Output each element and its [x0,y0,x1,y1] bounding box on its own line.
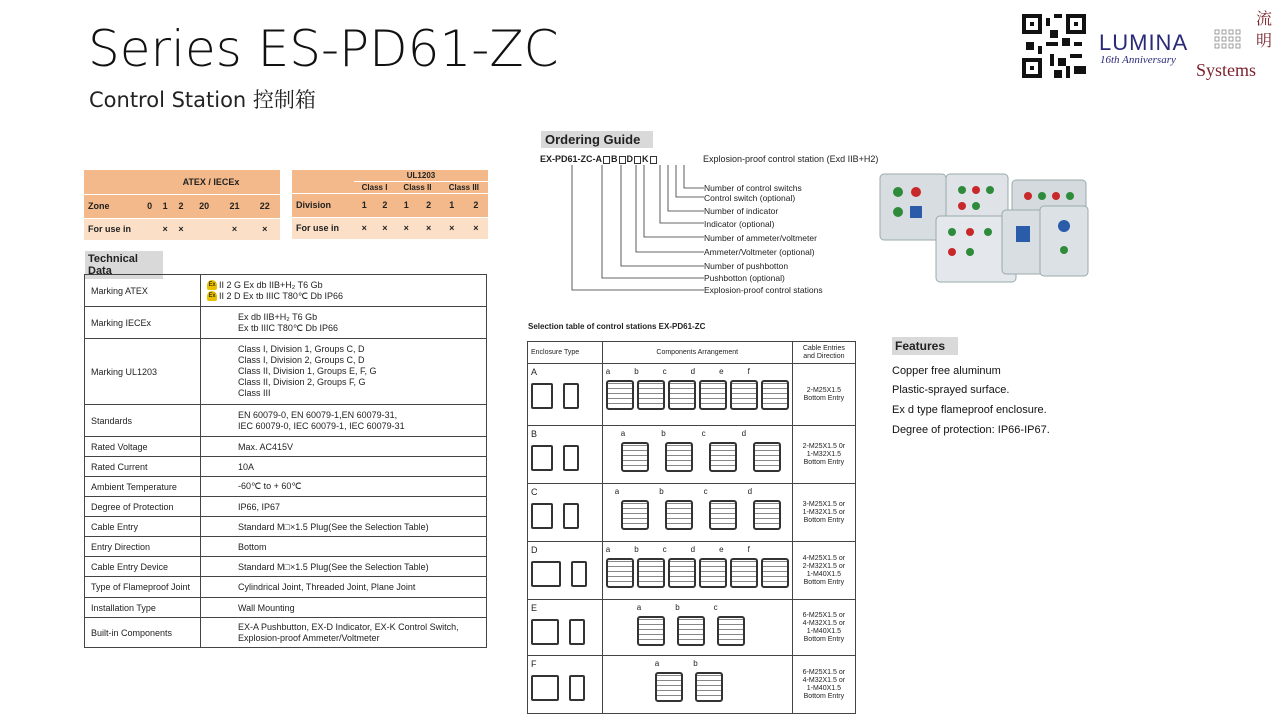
qr-code-icon [1022,14,1086,78]
tech-value-line: Class I, Division 1, Groups C, D [238,344,365,354]
enclosure-front-icon [531,619,559,645]
enclosure-type: B [531,429,538,439]
arrangement-icon [655,672,683,702]
tech-value: Standard M□×1.5 Plug(See the Selection Table) [201,557,487,577]
cable-line: 4-M32X1.5 or [802,676,846,684]
features-heading: Features [892,337,958,355]
arrangement-icon [730,380,758,410]
arrangement-letter: a [605,367,611,376]
tech-key: Standards [85,405,201,437]
table-row [85,437,487,457]
use-mark [189,218,219,240]
table-row [85,477,487,497]
tech-key: Type of Flameproof Joint [85,577,201,598]
enclosure-side-icon [563,503,579,529]
order-legend-item: Number of pushbotton [704,261,789,271]
arrangement-icon [668,558,696,588]
table-row [85,618,487,648]
tech-key: Marking UL1203 [85,339,201,405]
enclosure-side-icon [569,675,585,701]
cable-line: 1-M32X1.5 or [802,508,846,516]
arrangement-letter: b [634,545,639,554]
feature-item: Plastic-sprayed surface. [892,384,1010,396]
division-value: 1 [354,193,375,217]
zone-value: 20 [189,194,219,218]
tech-value: Wall Mounting [201,598,487,618]
arrangement-icon [665,442,693,472]
table-row [85,537,487,557]
tech-value-line: IEC 60079-0, IEC 60079-1, IEC 60079-31 [238,420,405,431]
enclosure-front-icon [531,503,553,529]
ul-class: Class III [440,181,488,193]
enclosure-front-icon [531,675,559,701]
cable-line: 6-M25X1.5 or [802,668,846,676]
cable-line: 1-M40X1.5 [806,570,841,578]
code-letter: D [626,154,634,164]
zone-value: 2 [173,194,189,218]
logo-dots-icon [1213,28,1249,56]
order-legend-item: Number of ammeter/voltmeter [704,233,817,243]
ul-title: UL1203 [354,170,488,181]
order-code-description: Explosion-proof control station (Exd IIB+H2) [703,154,879,164]
feature-item: Copper free aluminum [892,365,1001,377]
arrangement-letter: c [701,429,706,438]
arrangement-letter: b [659,487,664,496]
arrangement-letter: d [690,545,696,554]
table-row [528,656,856,714]
brand-anniversary: 16th Anniversary [1100,54,1176,66]
arrangement-letter: c [703,487,708,496]
arrangement-icon [761,380,789,410]
enclosure-front-icon [531,561,561,587]
header-cable: Cable Entries and Direction [792,342,855,364]
feature-item: Ex d type flameproof enclosure. [892,404,1047,416]
order-legend-item: Indicator (optional) [704,219,775,229]
code-letter: K [642,154,649,164]
enclosure-type: A [531,367,538,377]
arrangement-icon [753,442,781,472]
arrangement-icon [637,616,665,646]
table-header-row [528,342,856,364]
ex-mark-icon: Ex [208,293,216,300]
cable-line: 2-M25X1.5 0r [802,442,846,450]
arrangement-icon [753,500,781,530]
tech-key: Installation Type [85,598,201,618]
arrangement-icon [637,558,665,588]
table-row [85,339,487,405]
tech-value: Standard M□×1.5 Plug(See the Selection Table) [201,517,487,537]
enclosure-type: E [531,603,538,613]
arrangement-letter: c [662,367,667,376]
tech-key: Ambient Temperature [85,477,201,497]
table-row [85,457,487,477]
arrangement-letter: a [605,545,611,554]
tech-key: Marking ATEX [85,275,201,307]
tech-key: Cable Entry [85,517,201,537]
arrangement-icon [668,380,696,410]
tech-value-line: II 2 D Ex tb IIIC T80℃ Db IP66 [219,290,343,301]
table-row [528,364,856,426]
technical-data-heading: Technical Data [85,251,163,279]
tech-value-line: Class I, Division 2, Groups C, D [238,355,365,365]
tech-value-line: Class II, Division 2, Groups F, G [238,377,366,387]
arrangement-letter: e [719,367,724,376]
use-mark: × [173,218,189,240]
cable-line: Bottom Entry [803,516,845,524]
division-label: Division [292,193,354,217]
table-row [85,598,487,618]
arrangement-icon [699,558,727,588]
use-mark: × [417,217,439,239]
feature-item: Degree of protection: IP66-IP67. [892,424,1050,436]
division-value: 2 [417,193,439,217]
order-code-prefix: EX-PD61-ZC-A [540,154,603,164]
division-value: 1 [440,193,464,217]
tech-value-line: EN 60079-0, EN 60079-1,EN 60079-31, [238,409,398,420]
table-row [85,307,487,339]
arrangement-letter: d [747,487,753,496]
use-mark: × [464,217,488,239]
enclosure-front-icon [531,445,553,471]
use-mark: × [375,217,396,239]
arrangement-icon [621,500,649,530]
arrangement-letter: e [719,545,724,554]
ordering-connector-lines [560,162,710,300]
enclosure-type: C [531,487,538,497]
zone-value: 0 [142,194,157,218]
arrangement-icon [606,558,634,588]
tech-value-line: Ex db IIB+H₂ T6 Gb [238,311,318,322]
arrangement-icon [695,672,723,702]
tech-value-line: Class III [238,388,271,398]
for-use-label: For use in [292,217,354,239]
atex-title: ATEX / IECEx [142,170,280,194]
arrangement-letter: d [690,367,696,376]
arrangement-icon [665,500,693,530]
brand-chinese: 流明 [1256,9,1273,50]
atex-zone-table [84,170,280,241]
arrangement-letter: f [747,545,750,554]
tech-key: Built-in Components [85,618,201,648]
use-mark: × [157,218,173,240]
arrangement-icon [730,558,758,588]
table-row [85,405,487,437]
zone-value: 22 [250,194,280,218]
cable-line: 2-M32X1.5 or [802,562,846,570]
cable-line: Bottom Entry [803,635,845,643]
arrangement-icon [621,442,649,472]
tech-value-line: Class II, Division 1, Groups E, F, G [238,366,377,376]
use-mark: × [354,217,375,239]
use-mark: × [250,218,280,240]
tech-key: Degree of Protection [85,497,201,517]
zone-label: Zone [84,194,142,218]
division-value: 2 [375,193,396,217]
ul-class: Class I [354,181,395,193]
tech-value: Bottom [201,537,487,557]
enclosure-side-icon [569,619,585,645]
arrangement-letter: c [662,545,667,554]
for-use-label: For use in [84,218,142,240]
tech-key: Marking IECEx [85,307,201,339]
enclosure-side-icon [563,445,579,471]
cable-line: 4-M25X1.5 or [802,554,846,562]
ul-class-table [292,170,488,240]
code-letter: B [611,154,618,164]
cable-line: 6-M25X1.5 or [802,611,846,619]
page-title: Series ES-PD61-ZC [88,20,559,78]
selection-table [527,341,856,714]
brand-systems: Systems [1196,60,1257,80]
arrangement-letter: c [713,603,718,612]
cable-line: Bottom Entry [803,458,845,466]
arrangement-letter: a [620,429,626,438]
arrangement-letter: b [661,429,666,438]
table-row [85,275,487,307]
arrangement-letter: b [634,367,639,376]
arrangement-icon [677,616,705,646]
ul-class: Class II [395,181,440,193]
division-value: 1 [395,193,417,217]
cable-line: Bottom Entry [803,692,845,700]
arrangement-letter: b [693,659,698,668]
page-subtitle: Control Station 控制箱 [89,88,316,112]
table-row [528,484,856,542]
cable-line: Bottom Entry [803,394,845,402]
ex-mark-icon: Ex [208,282,216,289]
arrangement-icon [606,380,634,410]
tech-value: Max. AC415V [201,437,487,457]
tech-value-line: Explosion-proof Ammeter/Voltmeter [238,632,380,643]
arrangement-icon [761,558,789,588]
arrangement-icon [717,616,745,646]
order-legend-item: Control switch (optional) [704,193,796,203]
table-row [85,557,487,577]
enclosure-front-icon [531,383,553,409]
technical-data-table [84,274,487,648]
division-value: 2 [464,193,488,217]
cable-line: 2-M25X1.5 [806,386,841,394]
enclosure-side-icon [571,561,587,587]
tech-key: Entry Direction [85,537,201,557]
tech-value-line: EX-A Pushbutton, EX-D Indicator, EX-K Control Switch, [238,621,459,632]
arrangement-letter: a [614,487,620,496]
cable-line: 4-M32X1.5 or [802,619,846,627]
enclosure-type: D [531,545,538,555]
order-legend-item: Number of control switchs [704,183,802,193]
tech-value-line: II 2 G Ex db IIB+H₂ T6 Gb [219,279,323,290]
zone-value: 21 [219,194,249,218]
arrangement-letter: d [741,429,747,438]
table-row [85,497,487,517]
cable-line: 1-M40X1.5 [806,627,841,635]
selection-table-title: Selection table of control stations EX-PD61-ZC [528,322,706,331]
tech-value: Cylindrical Joint, Threaded Joint, Plane Joint [201,577,487,598]
table-row [85,517,487,537]
header-enclosure: Enclosure Type [528,342,603,364]
tech-value: 10A [201,457,487,477]
cable-line: 1-M40X1.5 [806,684,841,692]
use-mark: × [395,217,417,239]
use-mark [142,218,157,240]
enclosure-side-icon [563,383,579,409]
tech-value-line: Ex tb IIIC T80℃ Db IP66 [238,322,338,333]
tech-key: Rated Current [85,457,201,477]
product-photo [876,170,1096,285]
use-mark: × [440,217,464,239]
table-row [528,426,856,484]
tech-key: Rated Voltage [85,437,201,457]
table-row [528,542,856,600]
arrangement-icon [709,500,737,530]
order-legend-item: Pushbotton (optional) [704,273,785,283]
arrangement-letter: f [747,367,750,376]
zone-value: 1 [157,194,173,218]
ordering-guide-heading: Ordering Guide [541,131,653,148]
arrangement-icon [709,442,737,472]
arrangement-letter: a [636,603,642,612]
arrangement-letter: a [654,659,660,668]
arrangement-icon [637,380,665,410]
cable-line: 1-M32X1.5 [806,450,841,458]
cable-line: 3-M25X1.5 or [802,500,846,508]
arrangement-icon [699,380,727,410]
brand-name: LUMINA [1099,30,1189,55]
tech-key: Cable Entry Device [85,557,201,577]
table-row [528,600,856,656]
header-components: Components Arrangement [602,342,792,364]
order-legend-item: Number of indicator [704,206,779,216]
tech-value: -60℃ to + 60℃ [201,477,487,497]
tech-value: IP66, IP67 [201,497,487,517]
order-legend-item: Explosion-proof control stations [704,285,823,295]
table-row [85,577,487,598]
use-mark: × [219,218,249,240]
cable-line: Bottom Entry [803,578,845,586]
order-legend-item: Ammeter/Voltmeter (optional) [704,247,815,257]
arrangement-letter: b [675,603,680,612]
enclosure-type: F [531,659,537,669]
